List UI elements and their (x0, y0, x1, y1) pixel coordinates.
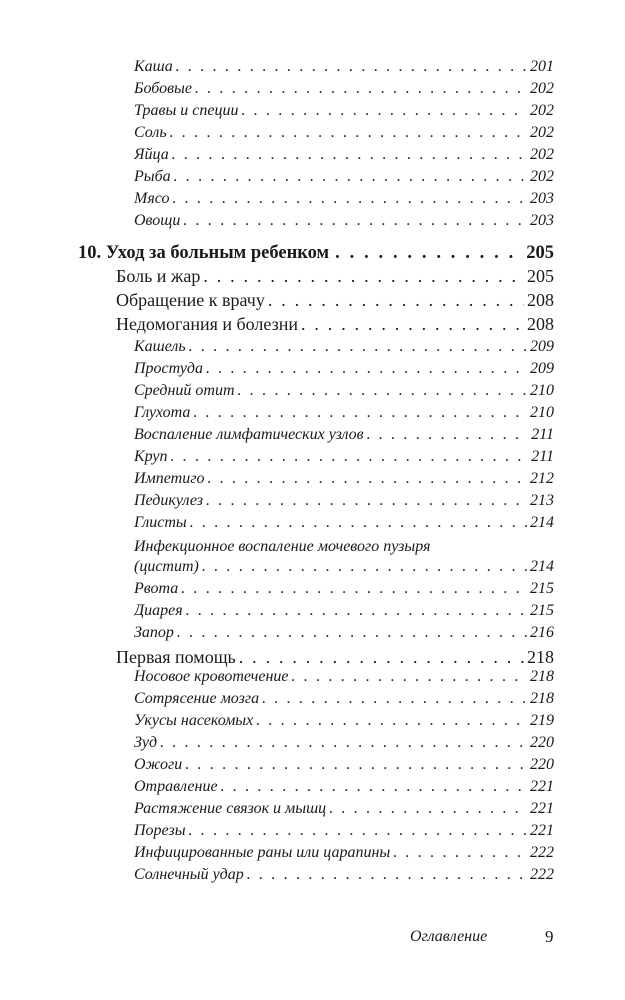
dot-leader (181, 580, 527, 598)
dot-leader (189, 338, 527, 356)
toc-entry-page: 202 (530, 146, 554, 163)
dot-leader (335, 243, 520, 264)
toc-entry-title: Первая помощь (116, 647, 236, 667)
toc-entry (134, 426, 554, 444)
toc-entry-page: 202 (530, 102, 554, 119)
toc-entry-title: Обращение к врачу (116, 290, 265, 310)
dot-leader (238, 382, 527, 400)
toc-entry (134, 734, 554, 752)
toc-entry-page: 211 (531, 426, 554, 443)
toc-entry-page: 214 (530, 558, 554, 575)
dot-leader (195, 80, 527, 98)
toc-entry (134, 800, 554, 818)
dot-leader (256, 712, 527, 730)
toc-entry-page: 221 (530, 800, 554, 817)
toc-entry-title: Бобовые (134, 80, 192, 97)
toc-entry-title: Инфекционное воспаление мочевого пузыря (134, 538, 431, 555)
toc-entry-title: Рвота (134, 580, 179, 597)
dot-leader (186, 602, 527, 620)
toc-entry-page: 205 (527, 266, 554, 286)
toc-entry (134, 102, 554, 120)
dot-leader (262, 690, 527, 708)
toc-entry (134, 338, 554, 356)
toc-entry-page: 208 (527, 290, 554, 310)
toc-entry (134, 690, 554, 708)
toc-entry-title: Растяжение связок и мышц (134, 800, 327, 817)
toc-entry-title: Сотрясение мозга (134, 690, 260, 707)
toc-entry (134, 580, 554, 598)
toc-entry (116, 647, 554, 668)
toc-entry-page: 215 (530, 580, 554, 597)
toc-entry-page: 221 (530, 822, 554, 839)
toc-entry (134, 124, 554, 142)
dot-leader (207, 470, 527, 488)
page-number: 9 (545, 927, 554, 946)
dot-leader (221, 778, 527, 796)
dot-leader (367, 426, 529, 444)
running-footer-title: Оглавление (410, 928, 488, 945)
toc-entry-page: 202 (530, 168, 554, 185)
toc-entry-title: Укусы насекомых (134, 712, 254, 729)
toc-entry-page: 221 (530, 778, 554, 795)
toc-entry-page: 218 (527, 647, 554, 667)
toc-entry-title: Отравление (134, 778, 218, 795)
toc-entry-title: Мясо (134, 190, 170, 207)
toc-entry (134, 80, 554, 98)
toc-entry-title: 10. Уход за больным ребенком (78, 243, 330, 263)
dot-leader (171, 448, 529, 466)
toc-entry (134, 844, 554, 862)
toc-entry (134, 382, 554, 400)
toc-entry-title: Педикулез (134, 492, 204, 509)
toc-entry-page: 209 (530, 338, 554, 355)
toc-entry (134, 492, 554, 510)
toc-entry (134, 514, 554, 532)
toc-entry-title: Импетиго (134, 470, 205, 487)
toc-entry-page: 210 (530, 404, 554, 421)
toc-entry (134, 58, 554, 76)
toc-entry (134, 866, 554, 884)
toc-entry (134, 448, 554, 466)
toc-entry-page: 212 (530, 470, 554, 487)
dot-leader (174, 168, 527, 186)
toc-entry-page: 216 (530, 624, 554, 641)
toc-entry (134, 712, 554, 730)
toc-entry-page: 220 (530, 756, 554, 773)
toc-entry (116, 314, 554, 335)
toc-entry-title: Недомогания и болезни (116, 314, 298, 334)
toc-entry (134, 602, 554, 620)
dot-leader (183, 212, 527, 230)
dot-leader (176, 58, 527, 76)
toc-entry-page: 220 (530, 734, 554, 751)
dot-leader (193, 404, 527, 422)
toc-entry-title: (цистит) (134, 558, 199, 575)
toc-entry (134, 190, 554, 208)
toc-entry-title: Глисты (134, 514, 187, 531)
dot-leader (247, 866, 527, 884)
toc-entry-title: Воспаление лимфатических узлов (134, 426, 364, 443)
toc-entry-page: 213 (530, 492, 554, 509)
toc-entry-title: Травы и специи (134, 102, 239, 119)
toc-entry (134, 146, 554, 164)
toc-entry-page: 203 (530, 190, 554, 207)
toc-entry-title: Овощи (134, 212, 181, 229)
toc-entry-page: 202 (530, 80, 554, 97)
toc-entry-page: 210 (530, 382, 554, 399)
dot-leader (202, 558, 527, 576)
toc-entry (134, 168, 554, 186)
toc-entry-page: 203 (530, 212, 554, 229)
toc-entry-page: 218 (530, 690, 554, 707)
toc-entry-title: Запор (134, 624, 174, 641)
dot-leader (172, 146, 527, 164)
toc-entry-title: Каша (134, 58, 173, 75)
toc-entry-title: Носовое кровотечение (134, 668, 289, 685)
dot-leader (239, 647, 524, 668)
toc-entry-title: Кашель (134, 338, 186, 355)
toc-entry-title: Ожоги (134, 756, 183, 773)
toc-entry-page: 214 (530, 514, 554, 531)
toc-entry-page: 209 (530, 360, 554, 377)
toc-entry (134, 778, 554, 796)
toc-entry-title: Диарея (134, 602, 183, 619)
toc-entry-title: Яйца (134, 146, 169, 163)
toc-entry (134, 756, 554, 774)
toc-entry (134, 212, 554, 230)
toc-entry-page: 222 (530, 866, 554, 883)
dot-leader (241, 102, 527, 120)
toc-entry-page: 211 (531, 448, 554, 465)
toc-entry (134, 404, 554, 422)
toc-entry-page: 222 (530, 844, 554, 861)
dot-leader (393, 844, 527, 862)
toc-entry-title: Соль (134, 124, 167, 141)
toc-entry-title: Порезы (134, 822, 186, 839)
dot-leader (301, 314, 524, 335)
dot-leader (172, 190, 527, 208)
dot-leader (292, 668, 527, 686)
toc-entry (134, 558, 554, 576)
dot-leader (190, 514, 527, 532)
toc-entry-page: 208 (527, 314, 554, 334)
dot-leader (189, 822, 527, 840)
toc-entry-title: Рыба (134, 168, 171, 185)
toc-entry-title: Боль и жар (116, 266, 201, 286)
dot-leader (177, 624, 527, 642)
toc-entry (134, 538, 554, 556)
toc-entry (78, 243, 554, 264)
dot-leader (160, 734, 527, 752)
dot-leader (170, 124, 527, 142)
toc-entry-title: Средний отит (134, 382, 235, 399)
toc-entry (134, 360, 554, 378)
dot-leader (203, 266, 524, 287)
toc-entry-title: Простуда (134, 360, 203, 377)
toc-entry-page: 201 (530, 58, 554, 75)
toc-entry (134, 470, 554, 488)
toc-entry-title: Круп (134, 448, 168, 465)
toc-entry (116, 290, 554, 311)
toc-entry-page: 202 (530, 124, 554, 141)
toc-entry-page: 218 (530, 668, 554, 685)
toc-entry-page: 215 (530, 602, 554, 619)
dot-leader (206, 492, 527, 510)
toc-entry (134, 668, 554, 686)
toc-entry (116, 266, 554, 287)
toc-entry (134, 822, 554, 840)
dot-leader (268, 290, 524, 311)
toc-entry (134, 624, 554, 642)
toc-entry-page: 205 (526, 243, 554, 263)
toc-entry-title: Солнечный удар (134, 866, 244, 883)
toc-entry-page: 219 (530, 712, 554, 729)
dot-leader (329, 800, 527, 818)
toc-entry-title: Зуд (134, 734, 158, 751)
toc-entry-title: Инфицированные раны или царапины (134, 844, 391, 861)
dot-leader (206, 360, 527, 378)
dot-leader (185, 756, 527, 774)
toc-entry-title: Глухота (134, 404, 191, 421)
